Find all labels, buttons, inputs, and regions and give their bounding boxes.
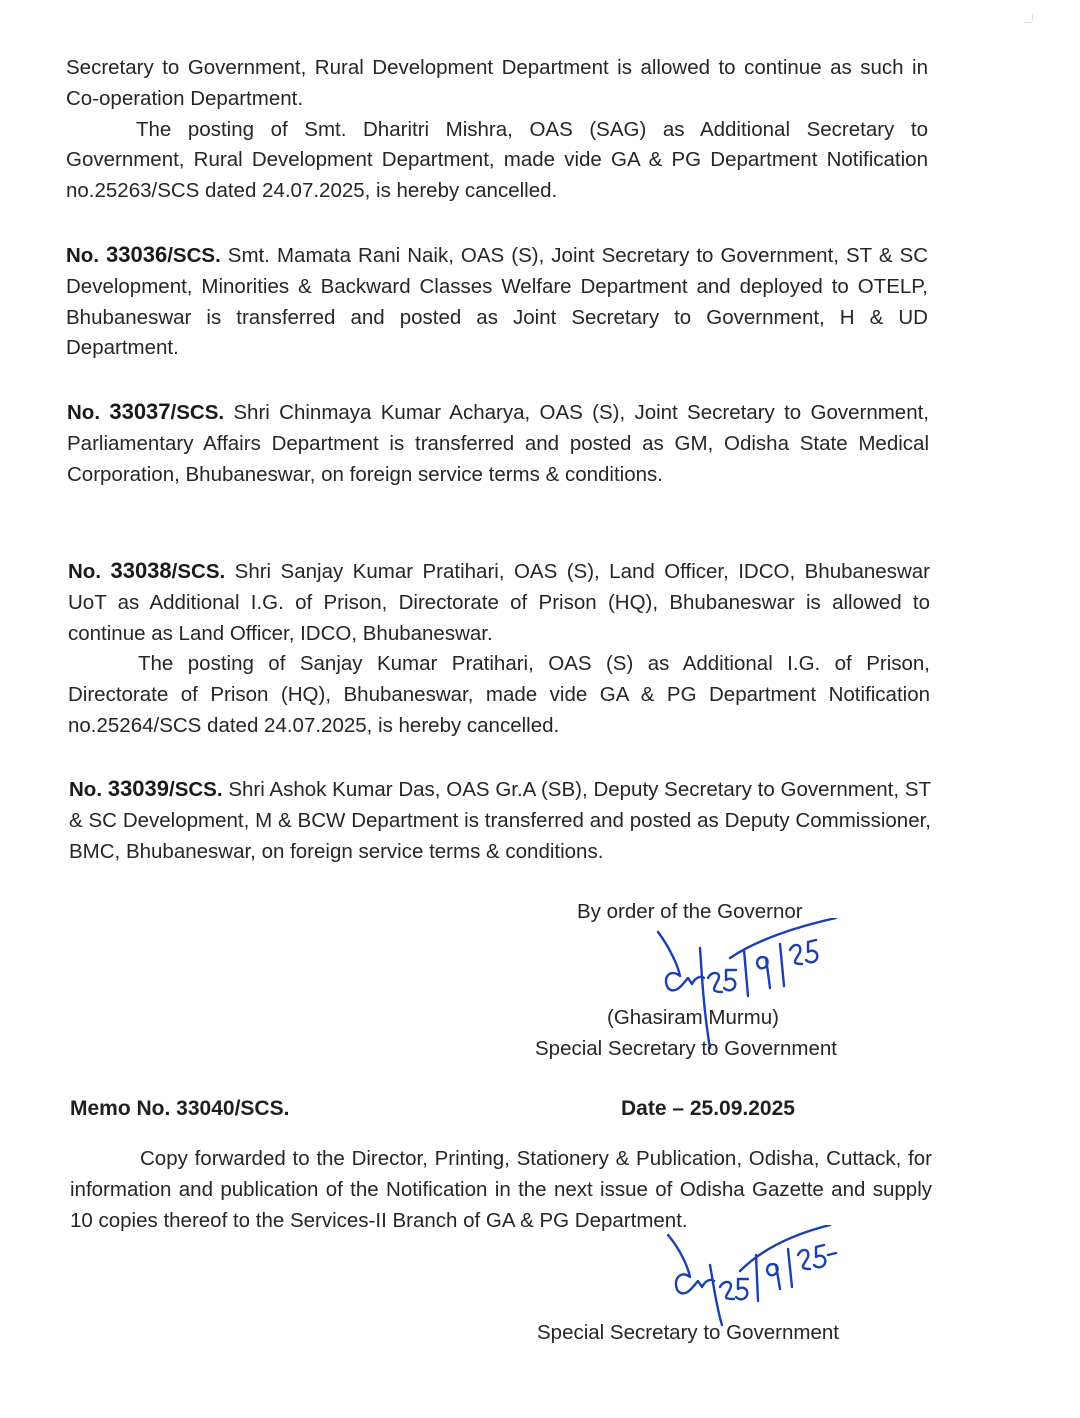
order-33038 (68, 556, 930, 742)
order-paragraph (66, 240, 928, 364)
order-text: Smt. Mamata Rani Naik, OAS (S), Joint Secretary to Government, ST & SC Development, Minorities & Backward Classes Welfare Department and deployed to OTELP, Bhubaneswar is transferred and posted as Joint Secretary to Government, H & UD Department. (66, 244, 929, 360)
order-paragraph (67, 397, 929, 490)
order-number: No. 33037/SCS. (67, 399, 225, 424)
order-number: No. 33039/SCS. (69, 776, 223, 801)
continuation-text: Secretary to Government, Rural Development Department is allowed to continue as such in Co-operation Department. (66, 56, 928, 110)
by-order-label: By order of the Governor (577, 900, 803, 923)
signatory-name: (Ghasiram Murmu) (607, 1006, 779, 1029)
order-33039 (69, 774, 931, 867)
scan-mark (1024, 14, 1033, 23)
order-number: No. 33036/SCS. (66, 242, 221, 267)
signatory-designation: Special Secretary to Government (535, 1037, 837, 1060)
memo-date: Date – 25.09.2025 (621, 1097, 795, 1120)
order-cancellation-text: The posting of Sanjay Kumar Pratihari, OAS (S) as Additional I.G. of Prison, Directorate of Prison (HQ), Bhubaneswar, made vide GA & PG Department Notification no.25264/SCS dated 24.07.2025, is hereby cancelled. (68, 652, 930, 737)
order-text: Shri Chinmaya Kumar Acharya, OAS (S), Joint Secretary to Government, Parliamentary Affairs Department is transferred and posted as GM, Odisha State Medical Corporation, Bhubaneswar, on foreign service terms & conditions. (67, 401, 929, 486)
memo-number: Memo No. 33040/SCS. (70, 1097, 290, 1120)
continuation-section (66, 53, 928, 207)
continuation-cancellation-text: The posting of Smt. Dharitri Mishra, OAS (SAG) as Additional Secretary to Government, Rural Development Department, made vide GA & PG Department Notification no.25263/SCS dated 24.07.2025, is hereby cancelled. (66, 117, 928, 203)
order-text: Shri Ashok Kumar Das, OAS Gr.A (SB), Deputy Secretary to Government, ST & SC Development, M & BCW Department is transferred and posted as Deputy Commissioner, BMC, Bhubaneswar, on foreign service terms & conditions. (69, 778, 932, 863)
order-paragraph (68, 556, 930, 649)
order-33036 (66, 240, 928, 364)
order-number: No. 33038/SCS. (68, 558, 226, 583)
memo-body-section (70, 1144, 932, 1236)
order-text: Shri Sanjay Kumar Pratihari, OAS (S), Land Officer, IDCO, Bhubaneswar UoT as Additional I.G. of Prison, Directorate of Prison (HQ), Bhubaneswar is allowed to continue as Land Officer, IDCO, Bhubaneswar. (68, 560, 930, 645)
memo-header (70, 1097, 940, 1121)
order-paragraph (69, 774, 931, 867)
memo-signatory-designation: Special Secretary to Government (537, 1321, 839, 1344)
memo-body: Copy forwarded to the Director, Printing, Stationery & Publication, Odisha, Cuttack, for information and publication of the Notification in the next issue of Odisha Gazette and supply 10 copies thereof to the Services-II Branch of GA & PG Department. (70, 1147, 932, 1232)
order-33037 (67, 397, 929, 490)
